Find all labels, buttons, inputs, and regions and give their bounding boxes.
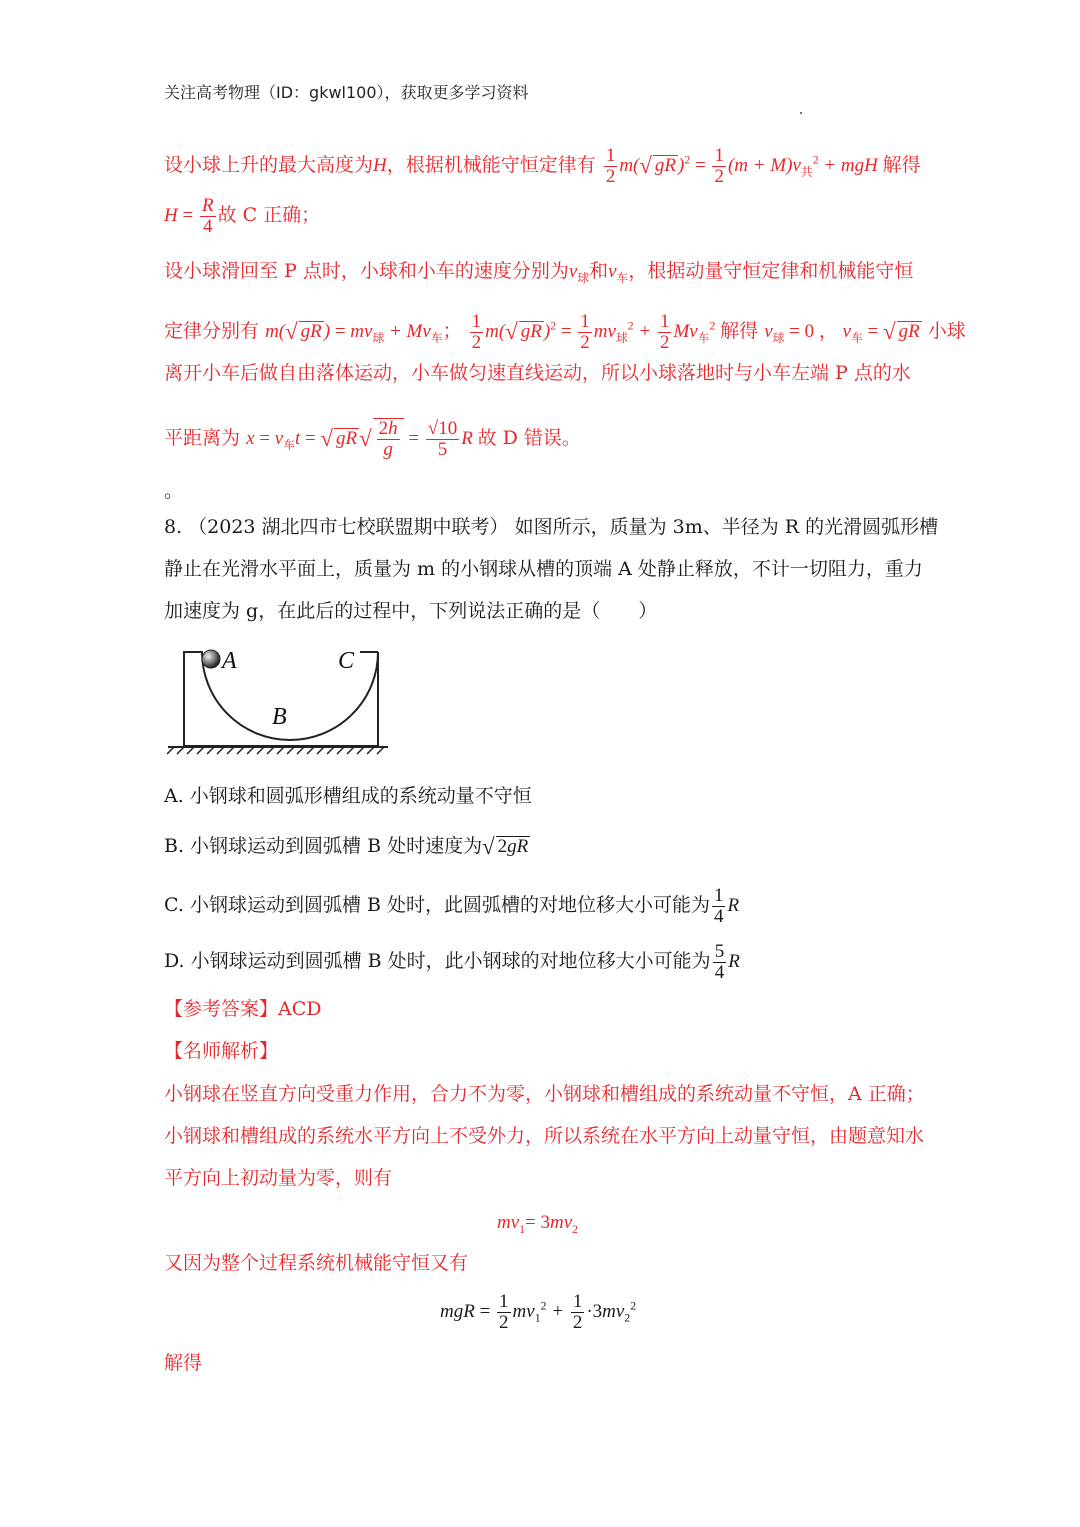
label-a: A — [222, 648, 237, 674]
option-b: B. 小钢球运动到圆弧槽 B 处时速度为√ 2gR — [164, 834, 529, 859]
momentum-equation: m(√ gR ) = $mv_球 + Mv_车$ — [265, 318, 443, 345]
analysis-line-3: 平方向上初动量为零，则有 — [164, 1167, 393, 1189]
energy-equation: $\frac{1}{2}$ m(√ gR )$^2$ = $\frac{1}{2}$ $(m + M)v_共^2$ + mgH — [605, 145, 883, 187]
arc-groove-figure — [164, 640, 394, 755]
distance-equation: $x = v_车t$ = √ gR√ $\frac{2h}{g}$ = $\frac{√10}{5}$ R — [246, 418, 478, 460]
prev-analysis-line-1: 设小球上升的最大高度为H，根据机械能守恒定律有 $\frac{1}{2}$ m(√ gR )$^2$ = $\frac{1}{2}$ $(m + M)v_共^2$ + mgH 解得 — [164, 145, 921, 187]
analysis-line-1: 小钢球在竖直方向受重力作用，合力不为零，小钢球和槽组成的系统动量不守恒，A 正确； — [164, 1083, 925, 1105]
analysis-line-5: 解得 — [164, 1352, 203, 1374]
option-d: D. 小钢球运动到圆弧槽 B 处时，此小钢球的对地位移大小可能为 $\frac{5}{4}$ R — [164, 941, 740, 983]
question-line-3: 加速度为 g，在此后的过程中，下列说法正确的是（ ） — [164, 600, 658, 622]
steel-ball — [202, 650, 220, 668]
prev-analysis-line-3: 设小球滑回至 P 点时，小球和小车的速度分别为$v_球$和$v_车$，根据动量守恒定律和机械能守恒 — [164, 260, 914, 285]
prev-analysis-line-5: 离开小车后做自由落体运动，小车做匀速直线运动，所以小球落地时与小车左端 P 点的水 — [164, 362, 911, 384]
header-note: 关注高考物理（ID：gkwl100），获取更多学习资料 — [164, 83, 529, 102]
analysis-line-2: 小钢球和槽组成的系统水平方向上不受外力，所以系统在水平方向上动量守恒，由题意知水 — [164, 1125, 925, 1147]
option-c: C. 小钢球运动到圆弧槽 B 处时，此圆弧槽的对地位移大小可能为 $\frac{1}{4}$ R — [164, 885, 740, 927]
prev-analysis-line-4: 定律分别有 m(√ gR ) = $mv_球 + Mv_车$； $\frac{1}{2}$ m(√ gR )$^2$ = $\frac{1}{2}$ $mv_球^2$ + $\frac{1}{2}$ $Mv_车^2$ 解得 $v_球 = 0$ ， $v_车$ = √ gR 小球 — [164, 311, 966, 353]
reference-answer: 【参考答案】ACD — [164, 998, 322, 1020]
energy-formula: mgR = $\frac{1}{2}$ $mv_1^2$ + $\frac{1}{2}$ $\cdot 3mv_2^2$ — [440, 1291, 637, 1333]
stray-dot — [800, 112, 802, 114]
analysis-heading: 【名师解析】 — [164, 1040, 279, 1062]
energy-equation-2: $\frac{1}{2}$ m(√ gR )$^2$ = $\frac{1}{2}$ $mv_球^2$ + $\frac{1}{2}$ $Mv_车^2$ — [471, 311, 716, 353]
option-a: A. 小钢球和圆弧形槽组成的系统动量不守恒 — [164, 785, 532, 807]
stray-period: 。 — [164, 480, 184, 502]
question-line-2: 静止在光滑水平面上，质量为 m 的小钢球从槽的顶端 A 处静止释放，不计一切阻力，重力 — [164, 558, 923, 580]
analysis-line-4: 又因为整个过程系统机械能守恒又有 — [164, 1252, 469, 1274]
question-line-1: 8. （2023 湖北四市七校联盟期中联考） 如图所示，质量为 3m、半径为 R 的光滑圆弧形槽 — [164, 516, 939, 538]
label-b: B — [272, 704, 287, 730]
height-result: H = $\frac{R}{4}$ — [164, 195, 214, 237]
prev-analysis-line-6: 平距离为 $x = v_车t$ = √ gR√ $\frac{2h}{g}$ = $\frac{√10}{5}$ R 故 D 错误。 — [164, 418, 581, 460]
label-c: C — [338, 648, 355, 674]
momentum-formula: $mv_1= 3mv_2$ — [497, 1212, 579, 1236]
ground-hatching — [167, 747, 384, 754]
prev-analysis-line-2: H = $\frac{R}{4}$ 故 C 正确； — [164, 195, 321, 237]
